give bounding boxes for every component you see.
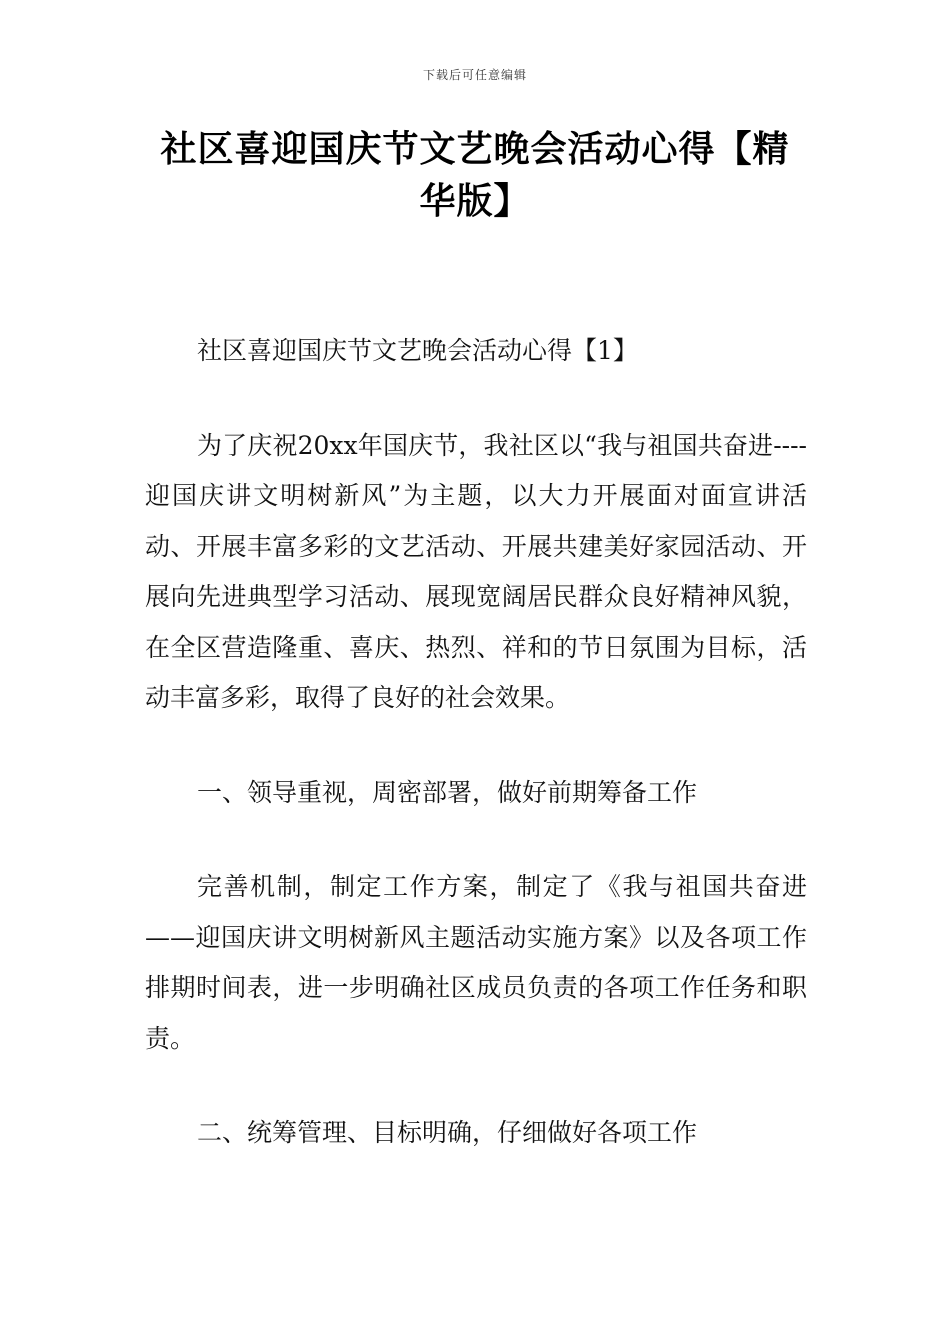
section-heading-one: 一、领导重视，周密部署，做好前期筹备工作 [197,777,698,807]
document-body [145,326,807,1203]
section-one-paragraph: 完善机制，制定工作方案，制定了《我与祖国共奋进——迎国庆讲文明树新风主题活动实施方案》以及各项工作排期时间表，进一步明确社区成员负责的各项工作任务和职责。 [145,872,807,1053]
header-note: 下载后可任意编辑 [422,68,527,82]
document-title: 社区喜迎国庆节文艺晚会活动心得【精华版】 [160,129,790,222]
section-subtitle: 社区喜迎国庆节文艺晚会活动心得【1】 [197,336,638,365]
section-heading-two: 二、统筹管理、目标明确，仔细做好各项工作 [197,1118,698,1147]
intro-paragraph: 为了庆祝20xx年国庆节，我社区以“我与祖国共奋进----迎国庆讲文明树新风”为主题，以大力开展面对面宣讲活动、开展丰富多彩的文艺活动、开展共建美好家园活动、开展向先进典型学习活动、展现宽阔居民群众良好精神风貌，在全区营造隆重、喜庆、热烈、祥和的节日氛围为目标，活动丰富多彩，取得了良好的社会效果。 [145,430,807,712]
